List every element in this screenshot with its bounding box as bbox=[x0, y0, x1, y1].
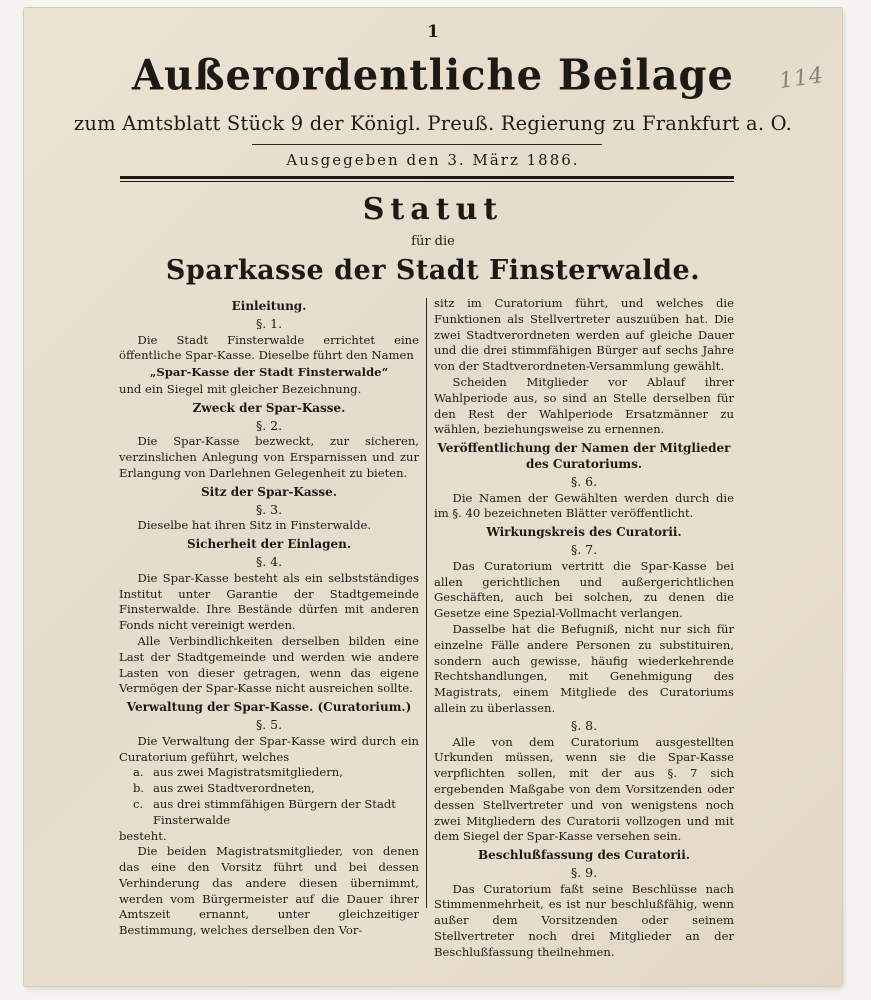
section-heading: Sitz der Spar-Kasse. bbox=[201, 484, 337, 499]
section-heading: Beschlußfassung des Curatorii. bbox=[478, 848, 690, 863]
right-column bbox=[434, 296, 734, 961]
kasse-name: „Spar-Kasse der Stadt Finsterwalde“ bbox=[149, 365, 389, 380]
list-letter: a. bbox=[133, 765, 144, 780]
section-heading: Zweck der Spar-Kasse. bbox=[192, 400, 346, 415]
paragraph-number: §. 6. bbox=[570, 473, 598, 489]
section-heading: Verwaltung der Spar-Kasse. (Curatorium.) bbox=[126, 700, 412, 715]
document-sheet bbox=[24, 8, 842, 986]
page-subtitle: zum Amtsblatt Stück 9 der Königl. Preuß. Regierung zu Frankfurt a. O. bbox=[73, 112, 793, 135]
paragraph-number: §. 2. bbox=[255, 417, 283, 433]
list-text: aus zwei Stadtverordneten, bbox=[153, 781, 315, 796]
list-letter: b. bbox=[133, 781, 145, 796]
paragraph-text: Das Curatorium vertritt die Spar-Kasse bei allen gerichtlichen und außergerichtlichen Geschäften, auch bei solchen, zu denen die Gesetze eine Spezial-Vollmacht verlangen. bbox=[434, 558, 734, 621]
header-rule-thick bbox=[120, 176, 734, 179]
paragraph-text: Die Spar-Kasse besteht als ein selbstständiges Institut unter Garantie der Stadtgemeinde Finsterwalde. Ihre Bestände dürfen mit anderen Fonds nicht vereinigt werden. bbox=[119, 570, 419, 633]
paragraph-text: Dieselbe hat ihren Sitz in Finsterwalde. bbox=[137, 518, 372, 533]
paragraph-text: Dasselbe hat die Befugniß, nicht nur sich für einzelne Fälle andere Personen zu substituiren, sondern auch gewisse, häufig wiederkehrende Rechtshandlungen, mit Genehmigung des Magistrats, einem Mitgliede des Curatoriums allein zu überlassen. bbox=[434, 621, 734, 715]
paragraph-number: §. 3. bbox=[255, 501, 283, 517]
handwritten-annotation: 114 bbox=[777, 62, 826, 95]
section-heading: Einleitung. bbox=[231, 299, 307, 313]
divider-rule bbox=[252, 144, 602, 145]
paragraph-text: besteht. bbox=[119, 828, 167, 843]
statute-for: für die bbox=[411, 234, 455, 249]
list-text: aus drei stimmfähigen Bürgern der Stadt Finsterwalde bbox=[153, 796, 396, 827]
paragraph-text: Das Curatorium faßt seine Beschlüsse nach Stimmenmehrheit, es ist nur beschlußfähig, wenn außer dem Vorsitzenden oder seinem Stellvertreter noch drei Mitglieder an der Beschlußfassung theilnehmen. bbox=[434, 881, 734, 959]
column-divider bbox=[426, 298, 427, 908]
statute-title: Statut bbox=[362, 192, 504, 227]
paragraph-text: sitz im Curatorium führt, und welches die Funktionen als Stellvertreter auszuüben hat. Die zwei Stadtverordneten werden auf gleiche Dauer und die drei stimmfähigen Bürger auf sechs Jahre von der Stadtverordneten-Versammlung gewählt. bbox=[434, 296, 734, 374]
statute-subject: Sparkasse der Stadt Finsterwalde. bbox=[165, 255, 701, 286]
paragraph-number: §. 9. bbox=[570, 864, 598, 880]
paragraph-number: §. 4. bbox=[255, 553, 283, 569]
paragraph-text: Alle von dem Curatorium ausgestellten Urkunden müssen, wenn sie die Spar-Kasse verpflichten sollen, mit der aus §. 7 sich ergebenden Maßgabe von dem Vorsitzenden oder dessen Stellvertreter und von wenigstens noch zwei Mitgliedern des Curatorii vollzogen und mit dem Siegel der Spar-Kasse versehen sein. bbox=[434, 734, 734, 844]
page-title: Außerordentliche Beilage bbox=[132, 50, 734, 101]
paragraph-number: §. 7. bbox=[570, 541, 598, 557]
list-letter: c. bbox=[133, 796, 144, 811]
issue-date: Ausgegeben den 3. März 1886. bbox=[286, 151, 580, 169]
paragraph-text: und ein Siegel mit gleicher Bezeichnung. bbox=[119, 381, 362, 396]
page-number: 1 bbox=[427, 22, 439, 42]
paragraph-number: §. 8. bbox=[570, 717, 598, 733]
paragraph-text: Alle Verbindlichkeiten derselben bilden eine Last der Stadtgemeinde und werden wie andere Lasten von dieser getragen, wenn das eigene Vermögen der Spar-Kasse nicht ausreichen sollte. bbox=[119, 633, 419, 696]
paragraph-text: Die Verwaltung der Spar-Kasse wird durch ein Curatorium geführt, welches bbox=[119, 733, 419, 764]
list-item bbox=[119, 765, 419, 781]
section-heading: Wirkungskreis des Curatorii. bbox=[486, 525, 682, 540]
paragraph-number: §. 5. bbox=[255, 716, 283, 732]
section-heading: Veröffentlichung der Namen der Mitglieder des Curatoriums. bbox=[437, 441, 731, 471]
paragraph-text: Die Namen der Gewählten werden durch die im §. 40 bezeichneten Blätter veröffentlicht. bbox=[434, 490, 734, 521]
paragraph-text: Die Stadt Finsterwalde errichtet eine öffentliche Spar-Kasse. Dieselbe führt den Namen bbox=[119, 332, 419, 363]
list-text: aus zwei Magistratsmitgliedern, bbox=[153, 765, 343, 780]
paragraph-text: Die beiden Magistratsmitglieder, von denen das eine den Vorsitz führt und bei dessen Verhinderung das andere diesen übernimmt, werden vom Bürgermeister auf die Dauer ihrer Amtszeit ernannt, unter gleichzeitiger Bestimmung, welches derselben den Vor- bbox=[119, 844, 419, 938]
left-column bbox=[119, 296, 419, 939]
paragraph-text: Scheiden Mitglieder vor Ablauf ihrer Wahlperiode aus, so sind an Stelle derselben für den Rest der Wahlperiode Ersatzmänner zu wählen, beziehungsweise zu ernennen. bbox=[434, 374, 734, 437]
paragraph-number: §. 1. bbox=[255, 315, 283, 331]
header-rule-thin bbox=[120, 181, 734, 182]
list-item bbox=[119, 797, 419, 829]
paragraph-text: Die Spar-Kasse bezweckt, zur sicheren, verzinslichen Anlegung von Ersparnissen und zur Erlangung von Darlehnen Gelegenheit zu bieten. bbox=[119, 434, 419, 480]
list-item bbox=[119, 781, 419, 797]
section-heading: Sicherheit der Einlagen. bbox=[186, 537, 352, 552]
